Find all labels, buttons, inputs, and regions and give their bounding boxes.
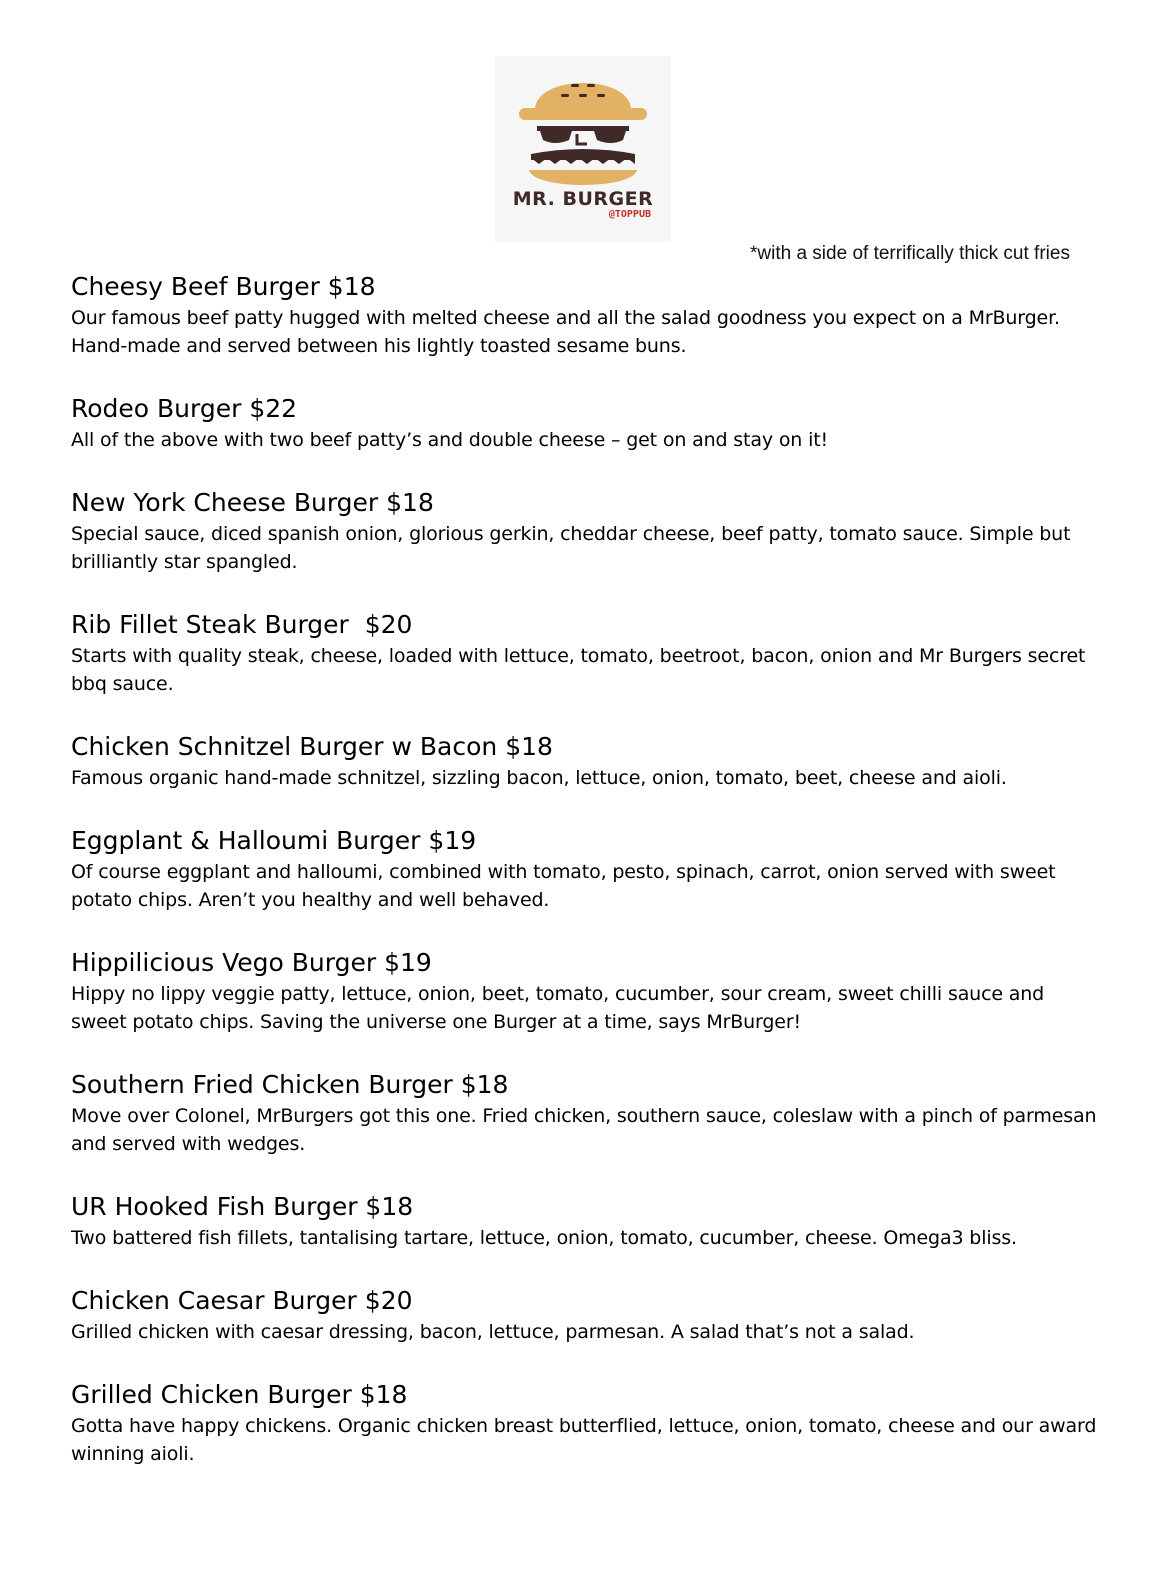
menu-item xyxy=(71,730,1101,792)
menu-item-description: All of the above with two beef patty’s and double cheese – get on and stay on it! xyxy=(71,429,828,451)
menu-item xyxy=(71,1068,1101,1158)
logo-wordmark: MR. BURGER xyxy=(512,188,654,210)
menu-item-description: Starts with quality steak, cheese, loaded with lettuce, tomato, beetroot, bacon, onion and Mr Burgers secret bbq sauce. xyxy=(71,645,1086,695)
menu-item-title: Hippilicious Vego Burger $19 xyxy=(71,948,432,977)
side-note: *with a side of terrifically thick cut fries xyxy=(750,243,1070,264)
menu-item-title: UR Hooked Fish Burger $18 xyxy=(71,1192,414,1221)
menu-item-description: Hippy no lippy veggie patty, lettuce, onion, beet, tomato, cucumber, sour cream, sweet chilli sauce and sweet potato chips. Saving the universe one Burger at a time, says MrBurger! xyxy=(71,983,1045,1033)
menu-item xyxy=(71,824,1101,914)
menu-item xyxy=(71,946,1101,1036)
menu-item xyxy=(71,608,1101,698)
menu-item-title: Chicken Caesar Burger $20 xyxy=(71,1286,413,1315)
menu-list xyxy=(71,270,1101,1500)
menu-item-title: Cheesy Beef Burger $18 xyxy=(71,272,376,301)
burger-mascot-icon xyxy=(513,62,653,192)
menu-item xyxy=(71,486,1101,576)
menu-item xyxy=(71,1378,1101,1468)
menu-item xyxy=(71,1190,1101,1252)
menu-item-description: Of course eggplant and halloumi, combined with tomato, pesto, spinach, carrot, onion served with sweet potato chips. Aren’t you healthy and well behaved. xyxy=(71,861,1056,911)
menu-item-title: Grilled Chicken Burger $18 xyxy=(71,1380,408,1409)
menu-item-description: Our famous beef patty hugged with melted cheese and all the salad goodness you expect on a MrBurger. Hand-made and served between his lightly toasted sesame buns. xyxy=(71,307,1060,357)
menu-item-title: Chicken Schnitzel Burger w Bacon $18 xyxy=(71,732,553,761)
menu-item-title: Rodeo Burger $22 xyxy=(71,394,298,423)
menu-item-description: Grilled chicken with caesar dressing, bacon, lettuce, parmesan. A salad that’s not a salad. xyxy=(71,1321,915,1343)
menu-item-description: Gotta have happy chickens. Organic chicken breast butterflied, lettuce, onion, tomato, cheese and our award winning aioli. xyxy=(71,1415,1097,1465)
menu-item-title: New York Cheese Burger $18 xyxy=(71,488,434,517)
menu-item-title: Rib Fillet Steak Burger $20 xyxy=(71,610,413,639)
menu-item-description: Move over Colonel, MrBurgers got this one. Fried chicken, southern sauce, coleslaw with a pinch of parmesan and served with wedges. xyxy=(71,1105,1097,1155)
menu-item-description: Famous organic hand-made schnitzel, sizzling bacon, lettuce, onion, tomato, beet, cheese and aioli. xyxy=(71,767,1007,789)
mr-burger-logo xyxy=(495,56,671,242)
menu-item-title: Eggplant & Halloumi Burger $19 xyxy=(71,826,477,855)
menu-item-description: Special sauce, diced spanish onion, glorious gerkin, cheddar cheese, beef patty, tomato sauce. Simple but brilliantly star spangled. xyxy=(71,523,1071,573)
menu-item xyxy=(71,270,1101,360)
menu-item-description: Two battered fish fillets, tantalising tartare, lettuce, onion, tomato, cucumber, cheese. Omega3 bliss. xyxy=(71,1227,1017,1249)
menu-item-title: Southern Fried Chicken Burger $18 xyxy=(71,1070,509,1099)
logo-handle: @TOPPUB xyxy=(608,209,651,220)
menu-item xyxy=(71,1284,1101,1346)
menu-item xyxy=(71,392,1101,454)
